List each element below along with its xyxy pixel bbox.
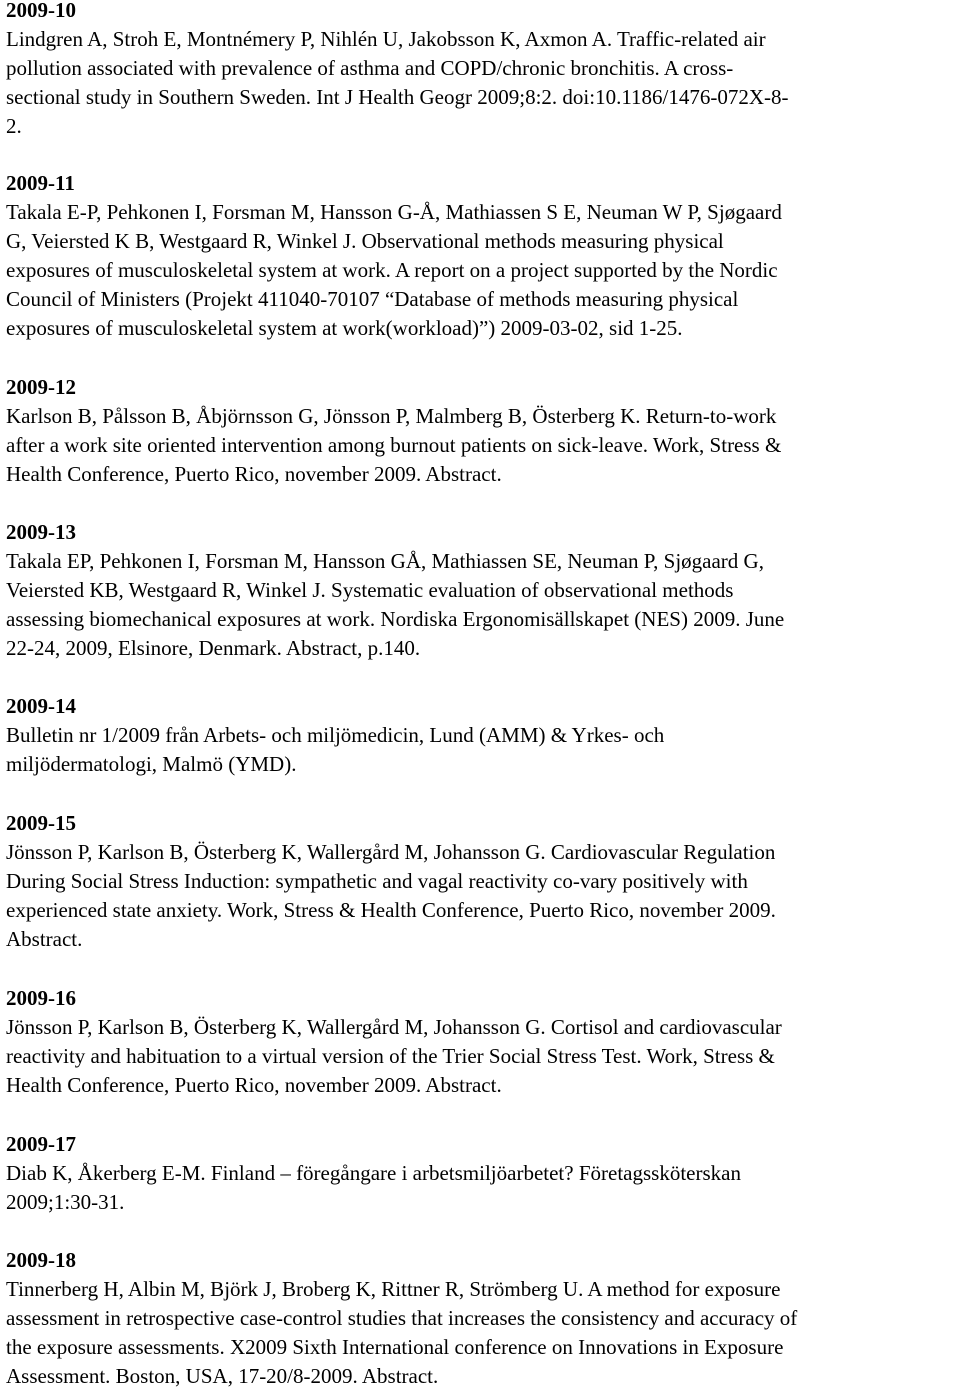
reference-line: Health Conference, Puerto Rico, november 2009. Abstract. — [6, 462, 502, 486]
reference-line: Health Conference, Puerto Rico, november 2009. Abstract. — [6, 1073, 502, 1097]
reference-line: pollution associated with prevalence of asthma and COPD/chronic bronchitis. A cross- — [6, 56, 734, 80]
reference-line: assessing biomechanical exposures at work. Nordiska Ergonomisällskapet (NES) 2009. June — [6, 607, 785, 631]
reference-line: Assessment. Boston, USA, 17-20/8-2009. Abstract. — [6, 1364, 439, 1388]
reference-line: Takala E-P, Pehkonen I, Forsman M, Hansson G-Å, Mathiassen S E, Neuman W P, Sjøgaard — [6, 200, 782, 224]
reference-line: exposures of musculoskeletal system at work(workload)”) 2009-03-02, sid 1-25. — [6, 316, 683, 340]
reference-entry-2009-18 — [6, 1246, 954, 1391]
reference-line: Bulletin nr 1/2009 från Arbets- och miljömedicin, Lund (AMM) & Yrkes- och — [6, 723, 665, 747]
reference-id: 2009-17 — [6, 1132, 76, 1156]
reference-text — [6, 25, 954, 141]
reference-entry-2009-15 — [6, 809, 954, 954]
reference-line: sectional study in Southern Sweden. Int J Health Geogr 2009;8:2. doi:10.1186/1476-072X-8- — [6, 85, 789, 109]
reference-entry-2009-16 — [6, 984, 954, 1100]
reference-line: 2009;1:30-31. — [6, 1190, 125, 1214]
reference-line: after a work site oriented intervention among burnout patients on sick-leave. Work, Stress & — [6, 433, 782, 457]
reference-line: Council of Ministers (Projekt 411040-70107 “Database of methods measuring physical — [6, 287, 739, 311]
reference-line: Karlson B, Pålsson B, Åbjörnsson G, Jönsson P, Malmberg B, Österberg K. Return-to-work — [6, 404, 777, 428]
reference-entry-2009-11 — [6, 169, 954, 343]
reference-text — [6, 721, 954, 779]
reference-id: 2009-11 — [6, 171, 75, 195]
reference-line: Veiersted KB, Westgaard R, Winkel J. Systematic evaluation of observational methods — [6, 578, 734, 602]
reference-line: Abstract. — [6, 927, 83, 951]
reference-line: During Social Stress Induction: sympathetic and vagal reactivity co-vary positively with — [6, 869, 748, 893]
reference-line: 2. — [6, 114, 22, 138]
reference-line: reactivity and habituation to a virtual version of the Trier Social Stress Test. Work, Stress & — [6, 1044, 775, 1068]
reference-line: experienced state anxiety. Work, Stress & Health Conference, Puerto Rico, november 2009. — [6, 898, 776, 922]
reference-text — [6, 838, 954, 954]
reference-id: 2009-14 — [6, 694, 76, 718]
reference-line: miljödermatologi, Malmö (YMD). — [6, 752, 297, 776]
reference-id: 2009-12 — [6, 375, 76, 399]
reference-line: Lindgren A, Stroh E, Montnémery P, Nihlén U, Jakobsson K, Axmon A. Traffic-related air — [6, 27, 766, 51]
reference-line: Takala EP, Pehkonen I, Forsman M, Hansson GÅ, Mathiassen SE, Neuman P, Sjøgaard G, — [6, 549, 764, 573]
reference-id: 2009-15 — [6, 811, 76, 835]
reference-id: 2009-18 — [6, 1248, 76, 1272]
reference-line: Jönsson P, Karlson B, Österberg K, Wallergård M, Johansson G. Cardiovascular Regulation — [6, 840, 776, 864]
reference-entry-2009-13 — [6, 518, 954, 663]
reference-text — [6, 1013, 954, 1100]
reference-id: 2009-13 — [6, 520, 76, 544]
reference-text — [6, 547, 954, 663]
reference-text — [6, 1159, 954, 1217]
reference-entry-2009-17 — [6, 1130, 954, 1217]
reference-entry-2009-10 — [6, 0, 954, 141]
reference-id: 2009-16 — [6, 986, 76, 1010]
reference-text — [6, 1275, 954, 1391]
reference-line: G, Veiersted K B, Westgaard R, Winkel J. Observational methods measuring physical — [6, 229, 724, 253]
reference-id: 2009-10 — [6, 0, 76, 22]
reference-entry-2009-12 — [6, 373, 954, 489]
reference-line: the exposure assessments. X2009 Sixth International conference on Innovations in Exposure — [6, 1335, 784, 1359]
reference-text — [6, 198, 954, 343]
reference-line: 22-24, 2009, Elsinore, Denmark. Abstract, p.140. — [6, 636, 421, 660]
reference-entry-2009-14 — [6, 692, 954, 779]
reference-line: Diab K, Åkerberg E-M. Finland – föregångare i arbetsmiljöarbetet? Företagssköterskan — [6, 1161, 741, 1185]
reference-line: assessment in retrospective case-control studies that increases the consistency and accuracy of — [6, 1306, 798, 1330]
reference-line: Tinnerberg H, Albin M, Björk J, Broberg K, Rittner R, Strömberg U. A method for exposure — [6, 1277, 781, 1301]
reference-text — [6, 402, 954, 489]
reference-line: exposures of musculoskeletal system at work. A report on a project supported by the Nordic — [6, 258, 778, 282]
reference-line: Jönsson P, Karlson B, Österberg K, Wallergård M, Johansson G. Cortisol and cardiovascular — [6, 1015, 782, 1039]
